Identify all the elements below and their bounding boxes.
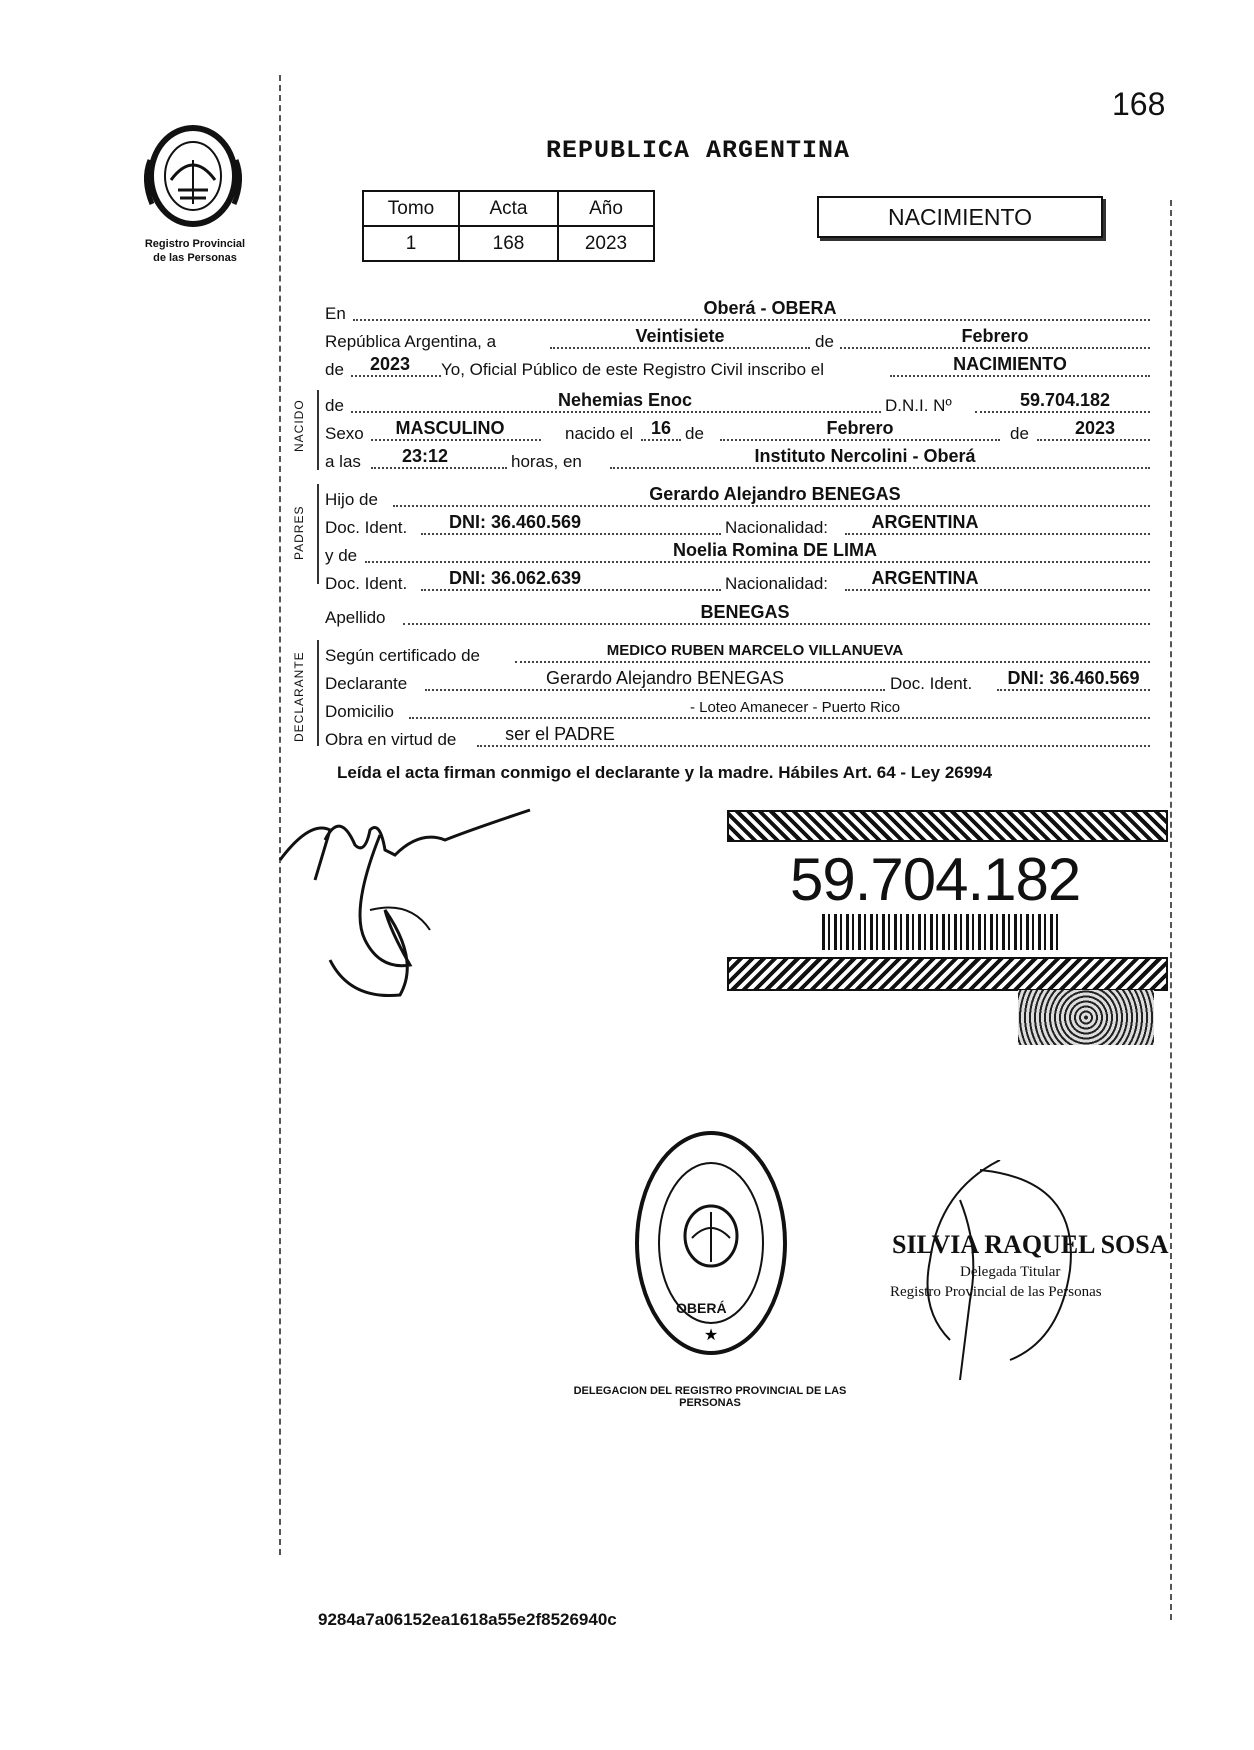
value-padre-nac: ARGENTINA: [871, 512, 979, 532]
value-hora: 23:12: [401, 446, 449, 466]
label-nacionalidad: Nacionalidad:: [725, 518, 829, 537]
side-label-padres: PADRES: [292, 505, 306, 560]
value-dia: Veintisiete: [635, 326, 725, 346]
value-mes: Febrero: [961, 326, 1029, 346]
sticker-barcode: [822, 914, 1062, 950]
label-dni: D.N.I. Nº: [885, 396, 952, 415]
label-nacionalidad-2: Nacionalidad:: [725, 574, 829, 593]
row-yo: [325, 354, 1150, 384]
dots: [997, 689, 1150, 691]
label-domicilio: Domicilio: [325, 702, 394, 721]
sticker-hologram: [1018, 990, 1154, 1045]
value-nac-dia: 16: [650, 418, 672, 438]
header-acta: Acta: [459, 191, 558, 226]
value-apellido: BENEGAS: [700, 602, 790, 622]
row-declarante: [325, 668, 1150, 698]
declarante-bar: [317, 640, 319, 746]
label-nacido-el: nacido el: [565, 424, 634, 443]
seal-ring-text: DELEGACION DEL REGISTRO PROVINCIAL DE LAS PERSONAS: [573, 1385, 847, 1409]
dots: [720, 439, 1000, 441]
dots: [641, 439, 681, 441]
padres-bar: [317, 484, 319, 584]
page-number: 168: [1112, 86, 1166, 122]
sticker-number: 59.704.182: [790, 846, 1081, 913]
row-madre-doc: [325, 568, 1150, 598]
dots: [393, 505, 1150, 507]
seal-city: OBERÁ: [676, 1300, 727, 1316]
label-declarante: Declarante: [325, 674, 408, 693]
label-y-de: y de: [325, 546, 358, 565]
row-fecha: [325, 326, 1150, 356]
label-nacido-de: de: [325, 396, 344, 415]
value-en: Oberá - OBERA: [703, 298, 837, 318]
dots: [365, 561, 1150, 563]
value-nac-anio: 2023: [1074, 418, 1116, 438]
value-certificado: MEDICO RUBEN MARCELO VILLANUEVA: [606, 642, 904, 659]
dots: [371, 467, 507, 469]
header-tomo: Tomo: [363, 191, 459, 226]
dots: [351, 411, 881, 413]
row-sexo: [325, 418, 1150, 448]
dots: [550, 347, 810, 349]
registry-table: [362, 190, 655, 262]
right-margin-line: [1170, 200, 1172, 1620]
value-dni: 59.704.182: [1019, 390, 1111, 410]
row-certificado: [325, 642, 1150, 670]
side-label-declarante: DECLARANTE: [292, 651, 306, 742]
label-sexo: Sexo: [325, 424, 364, 443]
value-lugar: Instituto Nercolini - Oberá: [754, 446, 976, 466]
sticker-bottom-band: [727, 957, 1168, 991]
dots: [515, 661, 1150, 663]
logo-caption-1: Registro Provincial: [144, 238, 246, 250]
dots: [371, 439, 541, 441]
dots: [845, 533, 1150, 535]
dots: [421, 533, 721, 535]
value-madre-nac: ARGENTINA: [871, 568, 979, 588]
value-declarante: Gerardo Alejandro BENEGAS: [545, 668, 785, 688]
dots: [351, 375, 441, 377]
label-hijo-de: Hijo de: [325, 490, 378, 509]
document-hash: 9284a7a06152ea1618a55e2f8526940c: [318, 1610, 617, 1629]
value-anio: 2023: [369, 354, 411, 374]
dots: [421, 589, 721, 591]
svg-text:★: ★: [703, 1327, 719, 1344]
official-role: Delegada Titular: [960, 1264, 1061, 1280]
value-padre-doc: DNI: 36.460.569: [448, 512, 582, 532]
sticker-top-band: [727, 810, 1168, 842]
value-madre: Noelia Romina DE LIMA: [672, 540, 878, 560]
label-republica: República Argentina, a: [325, 332, 497, 351]
dots: [610, 467, 1150, 469]
value-anio: 2023: [558, 226, 654, 261]
label-de: de: [815, 332, 834, 351]
logo-caption-2: de las Personas: [153, 252, 237, 264]
row-padre-doc: [325, 512, 1150, 542]
label-yo: Yo, Oficial Público de este Registro Civil inscribo el: [441, 360, 824, 379]
dots: [840, 347, 1150, 349]
dots: [845, 589, 1150, 591]
document-title: REPUBLICA ARGENTINA: [546, 136, 851, 165]
header-anio: Año: [558, 191, 654, 226]
closing-note: Leída el acta firman conmigo el declarante y la madre. Hábiles Art. 64 - Ley 26994: [337, 763, 993, 782]
label-a-las: a las: [325, 452, 361, 471]
row-padre: [325, 484, 1150, 514]
declarant-signature: [270, 800, 540, 1000]
value-nombre: Nehemias Enoc: [557, 390, 693, 410]
dots: [425, 689, 885, 691]
row-madre: [325, 540, 1150, 570]
label-obra: Obra en virtud de: [325, 730, 457, 749]
dots: [975, 411, 1150, 413]
label-horas-en: horas, en: [511, 452, 582, 471]
row-hora: [325, 446, 1150, 476]
label-doc-ident: Doc. Ident.: [325, 518, 408, 537]
side-label-nacido: NACIDO: [292, 399, 306, 452]
act-type-box: NACIMIENTO: [817, 196, 1103, 238]
label-segun: Según certificado de: [325, 646, 480, 665]
value-acta: 168: [459, 226, 558, 261]
dots: [1037, 439, 1150, 441]
row-obra: [325, 724, 1150, 754]
nacido-bar: [317, 390, 319, 470]
value-madre-doc: DNI: 36.062.639: [448, 568, 582, 588]
value-padre: Gerardo Alejandro BENEGAS: [649, 484, 901, 504]
official-name: SILVIA RAQUEL SOSA: [892, 1230, 1169, 1259]
value-tomo: 1: [363, 226, 459, 261]
value-obra: ser el PADRE: [505, 724, 615, 744]
dots: [353, 319, 1150, 321]
oval-seal: [632, 1128, 790, 1358]
dots: [890, 375, 1150, 377]
province-logo: [138, 120, 248, 232]
label-doc-ident-3: Doc. Ident.: [890, 674, 973, 693]
label-de2: de: [325, 360, 344, 379]
value-inscribo: NACIMIENTO: [953, 354, 1067, 374]
value-declarante-doc: DNI: 36.460.569: [1007, 668, 1140, 688]
value-domicilio: - Loteo Amanecer - Puerto Rico: [689, 699, 901, 716]
dots: [403, 623, 1150, 625]
label-doc-ident-2: Doc. Ident.: [325, 574, 408, 593]
row-nombre: [325, 390, 1150, 420]
row-domicilio: [325, 699, 1150, 726]
value-nac-mes: Febrero: [826, 418, 894, 438]
label-apellido: Apellido: [325, 608, 386, 627]
dots: [409, 717, 1150, 719]
row-en: [325, 298, 1150, 328]
row-apellido: [325, 602, 1150, 632]
value-sexo: MASCULINO: [395, 418, 505, 438]
label-en: En: [325, 304, 346, 323]
official-office: Registro Provincial de las Personas: [890, 1284, 1102, 1300]
label-nac-de: de: [685, 424, 704, 443]
dots: [477, 745, 1150, 747]
label-nac-de2: de: [1010, 424, 1029, 443]
